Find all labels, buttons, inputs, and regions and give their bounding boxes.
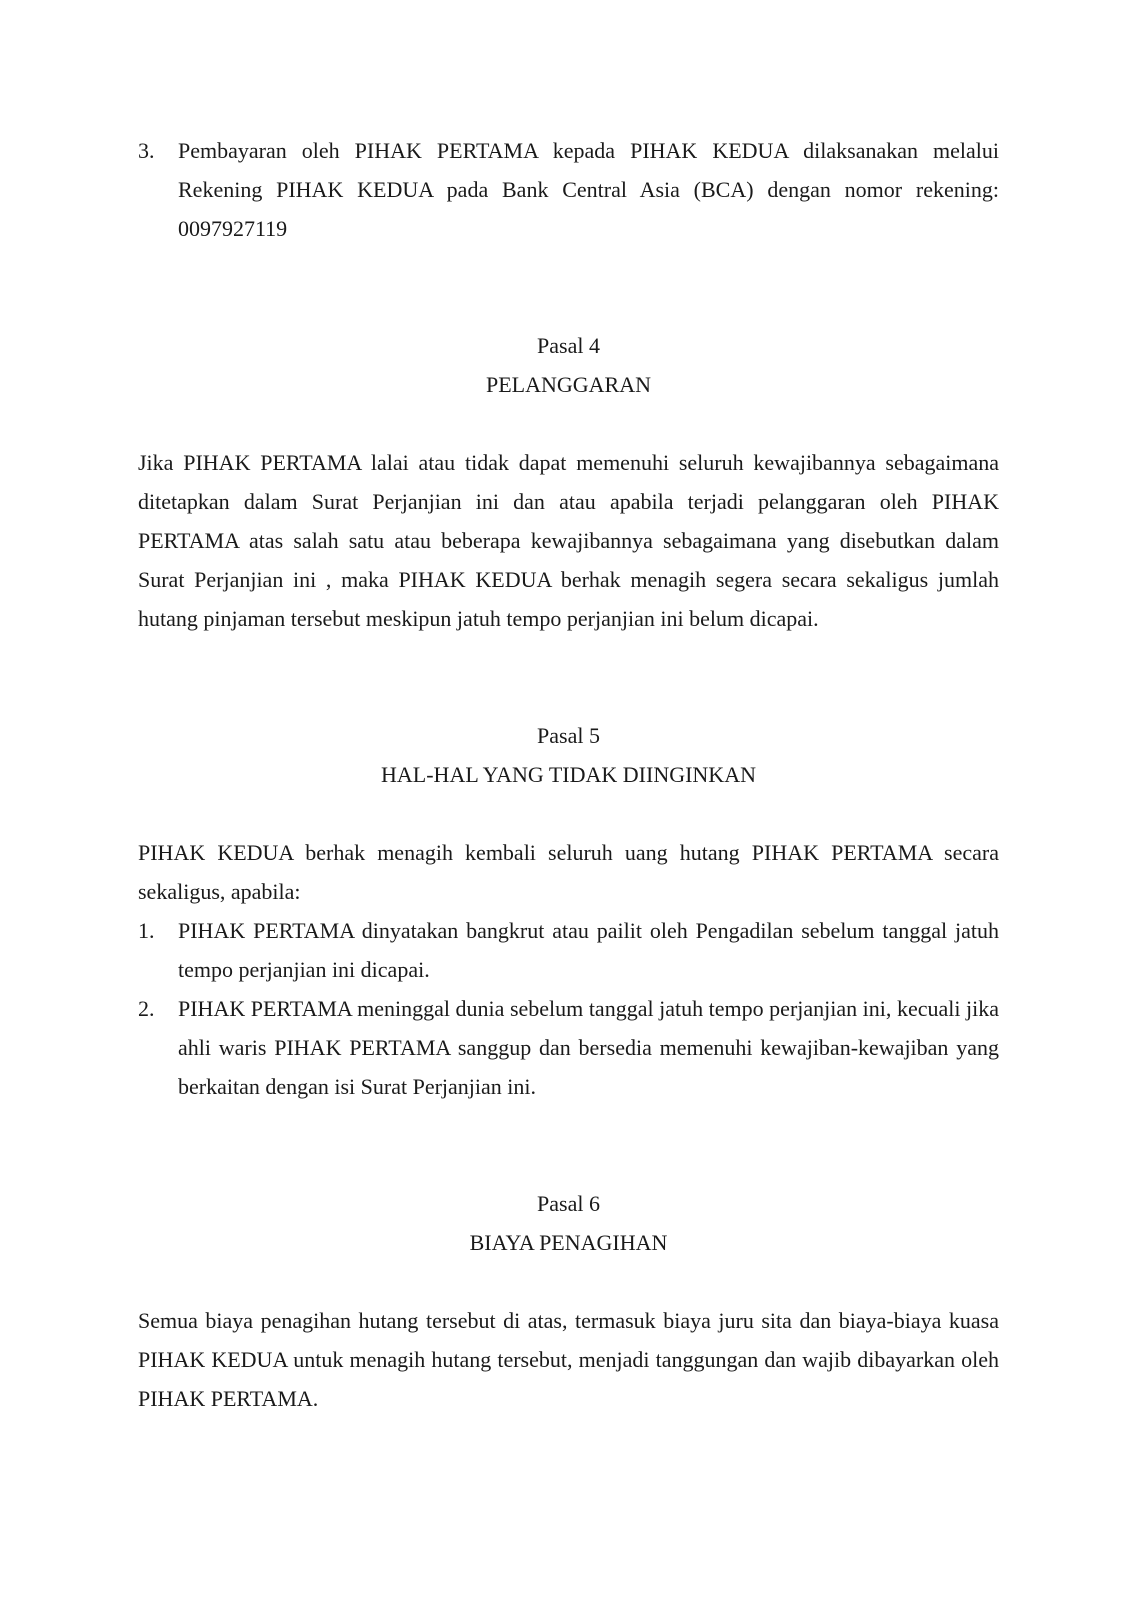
list-item [138,911,999,989]
section-pasal-4 [138,326,999,638]
section-title: PELANGGARAN [486,372,651,397]
section-title: HAL-HAL YANG TIDAK DIINGINKAN [381,762,756,787]
section-number: Pasal 6 [537,1191,600,1216]
list-item-text: PIHAK PERTAMA meninggal dunia sebelum tanggal jatuh tempo perjanjian ini, kecuali jika ahli waris PIHAK PERTAMA sanggup dan bersedia memenuhi kewajiban-kewajiban yang berkaitan dengan isi Surat Perjanjian ini. [178,996,999,1099]
section-title: BIAYA PENAGIHAN [469,1230,668,1255]
document-content [138,131,999,1418]
section-pasal-6 [138,1184,999,1418]
list-item-number: 3. [138,138,155,163]
list-item-text: Pembayaran oleh PIHAK PERTAMA kepada PIHAK KEDUA dilaksanakan melalui Rekening PIHAK KEDUA pada Bank Central Asia (BCA) dengan nomor rekening: 0097927119 [178,138,999,241]
list-item-number: 1. [138,918,155,943]
section-number: Pasal 4 [537,333,600,358]
section-pasal-5 [138,716,999,1106]
list-item [138,989,999,1106]
section-body: Jika PIHAK PERTAMA lalai atau tidak dapat memenuhi seluruh kewajibannya sebagaimana ditetapkan dalam Surat Perjanjian ini dan atau apabila terjadi pelanggaran oleh PIHAK PERTAMA atas salah satu atau beberapa kewajibannya sebagaimana yang disebutkan dalam Surat Perjanjian ini , maka PIHAK KEDUA berhak menagih segera secara sekaligus jumlah hutang pinjaman tersebut meskipun jatuh tempo perjanjian ini belum dicapai. [138,450,999,631]
list-item-number: 2. [138,996,155,1021]
list-item-text: PIHAK PERTAMA dinyatakan bangkrut atau pailit oleh Pengadilan sebelum tanggal jatuh tempo perjanjian ini dicapai. [178,918,999,982]
section-body: Semua biaya penagihan hutang tersebut di atas, termasuk biaya juru sita dan biaya-biaya kuasa PIHAK KEDUA untuk menagih hutang tersebut, menjadi tanggungan dan wajib dibayarkan oleh PIHAK PERTAMA. [138,1308,999,1411]
section-body: PIHAK KEDUA berhak menagih kembali seluruh uang hutang PIHAK PERTAMA secara sekaligus, apabila: [138,840,999,904]
section-number: Pasal 5 [537,723,600,748]
list-item [138,131,999,248]
